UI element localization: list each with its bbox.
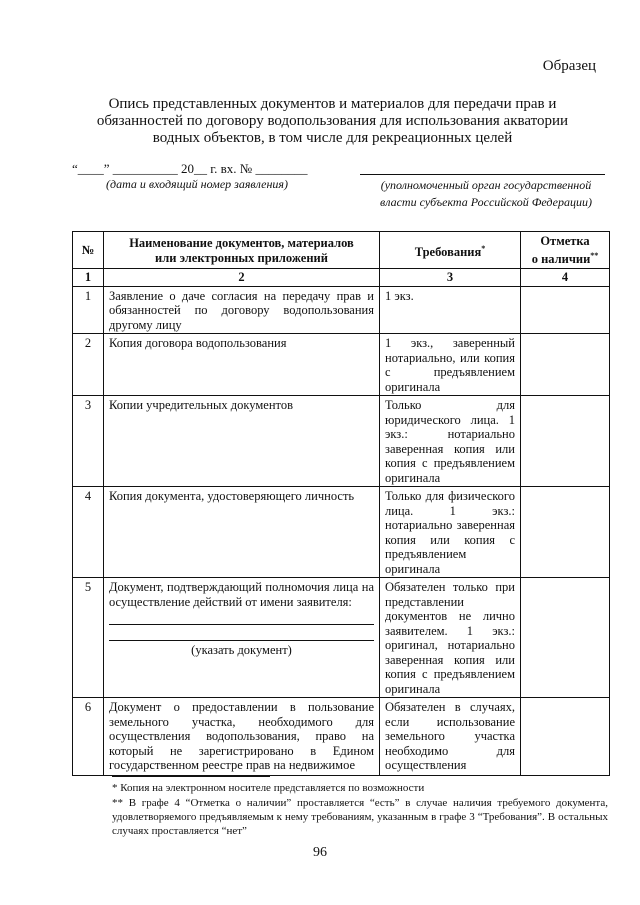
document-requirements: 1 экз., заверенный нотариально, или копия с предъявлением оригинала bbox=[380, 334, 521, 396]
document-requirements: Обязателен в случаях, если использование земельного участка необходимо для осуществления bbox=[380, 698, 521, 776]
fill-in-line[interactable] bbox=[109, 627, 374, 641]
footnote-separator bbox=[112, 776, 270, 777]
document-name: Документ о предоставлении в пользование земельного участка, необходимого для осуществления водопользования, право на который не зарегистрировано в Едином государственном реестре прав на недвижимое bbox=[104, 698, 380, 776]
header-requirements bbox=[380, 232, 521, 269]
row-number: 5 bbox=[73, 578, 104, 698]
presence-mark-cell[interactable] bbox=[521, 286, 610, 334]
row-number: 4 bbox=[73, 487, 104, 578]
column-index: 4 bbox=[521, 269, 610, 287]
presence-mark-cell[interactable] bbox=[521, 698, 610, 776]
footnote-2: ** В графе 4 “Отметка о наличии” проставляется “есть” в случае наличия требуемого документа, удовлетворяемого предъявляемым к нему требованиям, указанным в графе 3 “Требования”. В остальных случаях проставляется “нет” bbox=[112, 797, 608, 837]
table-row bbox=[73, 334, 610, 396]
sample-label: Образец bbox=[542, 58, 596, 74]
title-line: водных объектов, в том числе для рекреационных целей bbox=[152, 130, 513, 146]
document-name: Копии учредительных документов bbox=[104, 396, 380, 487]
specify-document-hint: (указать документ) bbox=[191, 643, 292, 657]
header-mark bbox=[521, 232, 610, 269]
footnote-mark: ** bbox=[590, 250, 599, 260]
document-name: Копия документа, удостоверяющего личность bbox=[104, 487, 380, 578]
presence-mark-cell[interactable] bbox=[521, 334, 610, 396]
header-name-line: Наименование документов, материалов bbox=[129, 236, 354, 250]
row-number: 3 bbox=[73, 396, 104, 487]
document-requirements: Обязателен только при представлении документов не лично заявителем. 1 экз.: оригинал, нотариально заверенная копия или копия с предъявлением оригинала bbox=[380, 578, 521, 698]
header-mark-line: Отметка bbox=[540, 234, 590, 249]
document-name-cell bbox=[104, 578, 380, 698]
table-row bbox=[73, 578, 610, 698]
documents-table bbox=[72, 231, 610, 776]
authority-caption bbox=[362, 177, 610, 211]
document-name: Копия договора водопользования bbox=[104, 334, 380, 396]
presence-mark-cell[interactable] bbox=[521, 578, 610, 698]
document-name: Документ, подтверждающий полномочия лица на осуществление действий от имени заявителя: bbox=[109, 580, 374, 609]
document-requirements: Только для юридического лица. 1 экз.: нотариально заверенная копия или копия с предъявлением оригинала bbox=[380, 396, 521, 487]
header-name bbox=[104, 232, 380, 269]
table-row bbox=[73, 396, 610, 487]
column-index-row bbox=[73, 269, 610, 287]
table-row bbox=[73, 698, 610, 776]
title-line: Опись представленных документов и материалов для передачи прав и bbox=[108, 96, 557, 112]
title-line: обязанностей по договору водопользования для использования акватории bbox=[96, 113, 569, 129]
header-num: № bbox=[73, 232, 104, 269]
table-row bbox=[73, 487, 610, 578]
footnote-1: * Копия на электронном носителе представляется по возможности bbox=[112, 782, 425, 794]
date-number-line: “____” __________ 20__ г. вх. № ________ bbox=[72, 161, 308, 176]
presence-mark-cell[interactable] bbox=[521, 396, 610, 487]
authority-fill-line bbox=[360, 174, 605, 175]
column-index: 3 bbox=[380, 269, 521, 287]
row-number: 6 bbox=[73, 698, 104, 776]
table-row bbox=[73, 286, 610, 334]
document-requirements: Только для физического лица. 1 экз.: нотариально заверенная копия или копия с предъявлением оригинала bbox=[380, 487, 521, 578]
date-caption: (дата и входящий номер заявления) bbox=[106, 177, 288, 191]
fill-in-line[interactable] bbox=[109, 611, 374, 625]
authority-caption-line: (уполномоченный орган государственной bbox=[380, 178, 592, 192]
footnote-mark: * bbox=[481, 243, 486, 253]
row-number: 1 bbox=[73, 286, 104, 334]
column-index: 2 bbox=[104, 269, 380, 287]
authority-caption-line: власти субъекта Российской Федерации) bbox=[380, 195, 592, 209]
document-name: Заявление о даче согласия на передачу прав и обязанностей по договору водопользования другому лицу bbox=[104, 286, 380, 334]
header-name-line: или электронных приложений bbox=[155, 250, 328, 265]
header-mark-line: о наличии** bbox=[531, 250, 599, 267]
row-number: 2 bbox=[73, 334, 104, 396]
header-requirements-label: Требования bbox=[414, 244, 482, 259]
document-requirements: 1 экз. bbox=[380, 286, 521, 334]
table-header-row bbox=[73, 232, 610, 269]
presence-mark-cell[interactable] bbox=[521, 487, 610, 578]
document-title bbox=[80, 96, 585, 147]
column-index: 1 bbox=[73, 269, 104, 287]
page-number: 96 bbox=[313, 845, 327, 860]
